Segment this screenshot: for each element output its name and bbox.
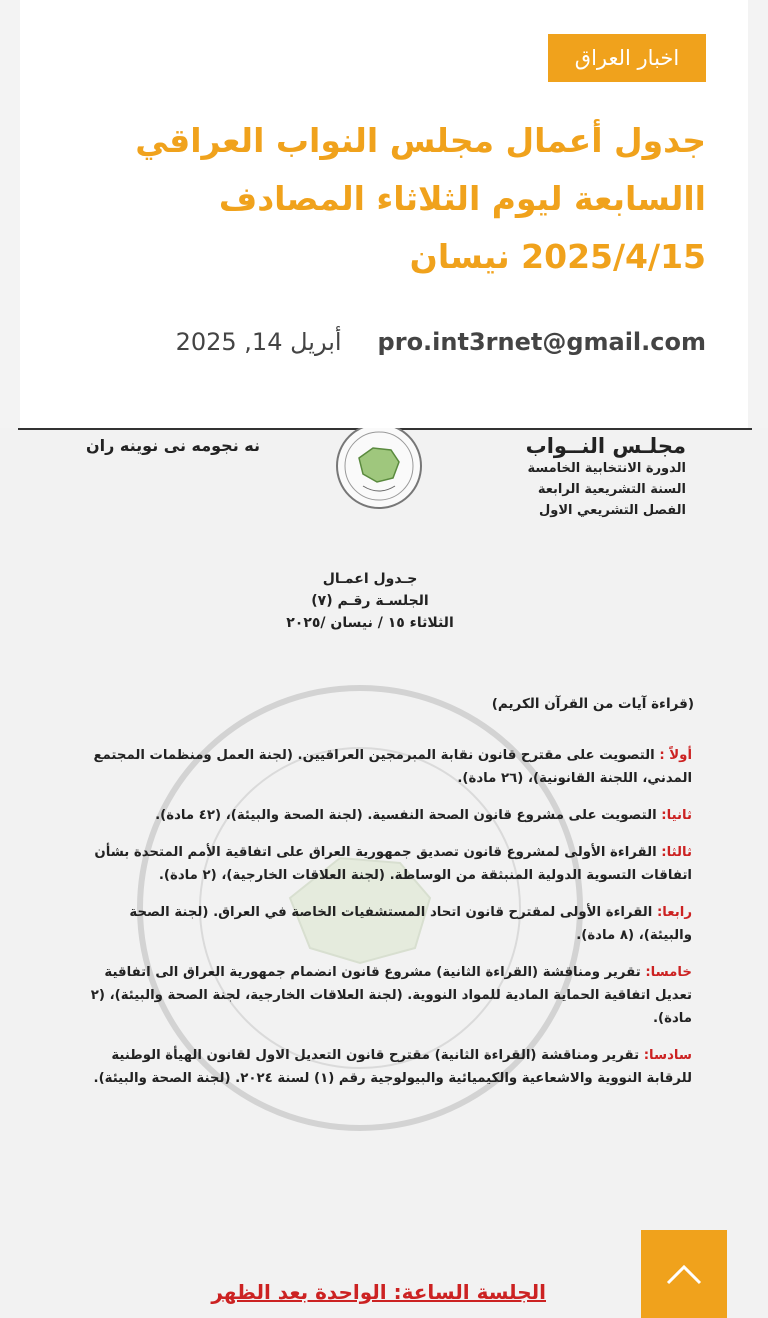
session-line: الجلسـة رقـم (٧) <box>311 593 429 609</box>
agenda-item-text: تقرير ومناقشة (القراءة الثانية) مشروع قانون انضمام جمهورية العراق الى اتفاقية تعديل اتفاقية الحماية المادية للمواد النووية. (لجنة العلاقات الخارجية، لجنة الصحة والبيئة)، (٢ مادة). <box>90 965 692 1026</box>
opening-line: (قراءة آيات من القرآن الكريم) <box>491 696 694 712</box>
session-line: الثلاثاء ١٥ / نيسان /٢٠٢٥ <box>286 615 454 631</box>
kurdish-org-name: نه نجومه نی نوینه ران <box>86 436 260 455</box>
post-title[interactable]: جدول أعمال مجلس النواب العراقي االسابعة ليوم الثلاثاء المصادف 2025/4/15 نيسان <box>135 121 706 276</box>
agenda-item-label: خامسا: <box>645 965 692 980</box>
agenda-item <box>74 961 692 1030</box>
post-author[interactable]: pro.int3rnet@gmail.com <box>377 328 706 356</box>
agenda-item-text: القراءة الأولى لمشروع قانون تصديق جمهورية العراق على اتفاقية الأمم المتحدة بشأن اتفاقات التسوية الدولية المنبثقة من الوساطة. (لجنة العلاقات الخارجية)، (٢ مادة). <box>94 845 692 883</box>
org-name: مجلـس النــواب <box>525 434 686 458</box>
agenda-item-label: سادسا: <box>643 1048 692 1063</box>
agenda-item <box>74 804 692 827</box>
agenda-item-label: ثانيا: <box>661 808 692 823</box>
document-image <box>0 428 768 1318</box>
agenda-item <box>74 901 692 947</box>
document-org-header <box>486 434 686 521</box>
parliament-seal-icon <box>333 428 425 512</box>
agenda-item-label: ثالثا: <box>661 845 692 860</box>
session-info <box>250 568 490 634</box>
chevron-up-icon <box>664 1261 704 1287</box>
agenda-item-label: رابعا: <box>656 905 692 920</box>
agenda-item-text: تقرير ومناقشة (القراءة الثانية) مقترح قانون التعديل الاول لقانون الهيأة الوطنية للرقابة النووية والاشعاعية والكيميائية والبيولوجية رقم (١) لسنة ٢٠٢٤. (لجنة الصحة والبيئة). <box>93 1048 692 1086</box>
post-meta <box>176 324 706 360</box>
agenda-item <box>74 841 692 887</box>
session-time-note: الجلسة الساعة: الواحدة بعد الظهر <box>211 1280 546 1304</box>
org-sub-line: الفصل التشريعي الاول <box>539 503 686 518</box>
agenda-item <box>74 744 692 790</box>
agenda-item-text: التصويت على مقترح قانون نقابة المبرمجين العراقيين. (لجنة العمل ومنظمات المجتمع المدني، اللجنة القانونية)، (٢٦ مادة). <box>93 748 692 786</box>
agenda-item <box>74 1044 692 1090</box>
agenda-items <box>74 744 692 1104</box>
category-badge[interactable]: اخبار العراق <box>548 34 706 82</box>
agenda-item-text: القراءة الأولى لمقترح قانون اتحاد المستشفيات الخاصة في العراق. (لجنة الصحة والبيئة)، (٨ مادة). <box>129 905 692 943</box>
scroll-to-top-button[interactable] <box>641 1230 727 1318</box>
post-date[interactable]: أبريل 14, 2025 <box>175 328 342 356</box>
org-sub-line: السنة التشريعية الرابعة <box>537 482 686 497</box>
agenda-item-label: أولاً : <box>659 748 692 763</box>
agenda-item-text: التصويت على مشروع قانون الصحة النفسية. (لجنة الصحة والبيئة)، (٤٢ مادة). <box>155 808 662 823</box>
org-sub-line: الدورة الانتخابية الخامسة <box>527 461 686 476</box>
session-line: جـدول اعمـال <box>322 571 418 587</box>
